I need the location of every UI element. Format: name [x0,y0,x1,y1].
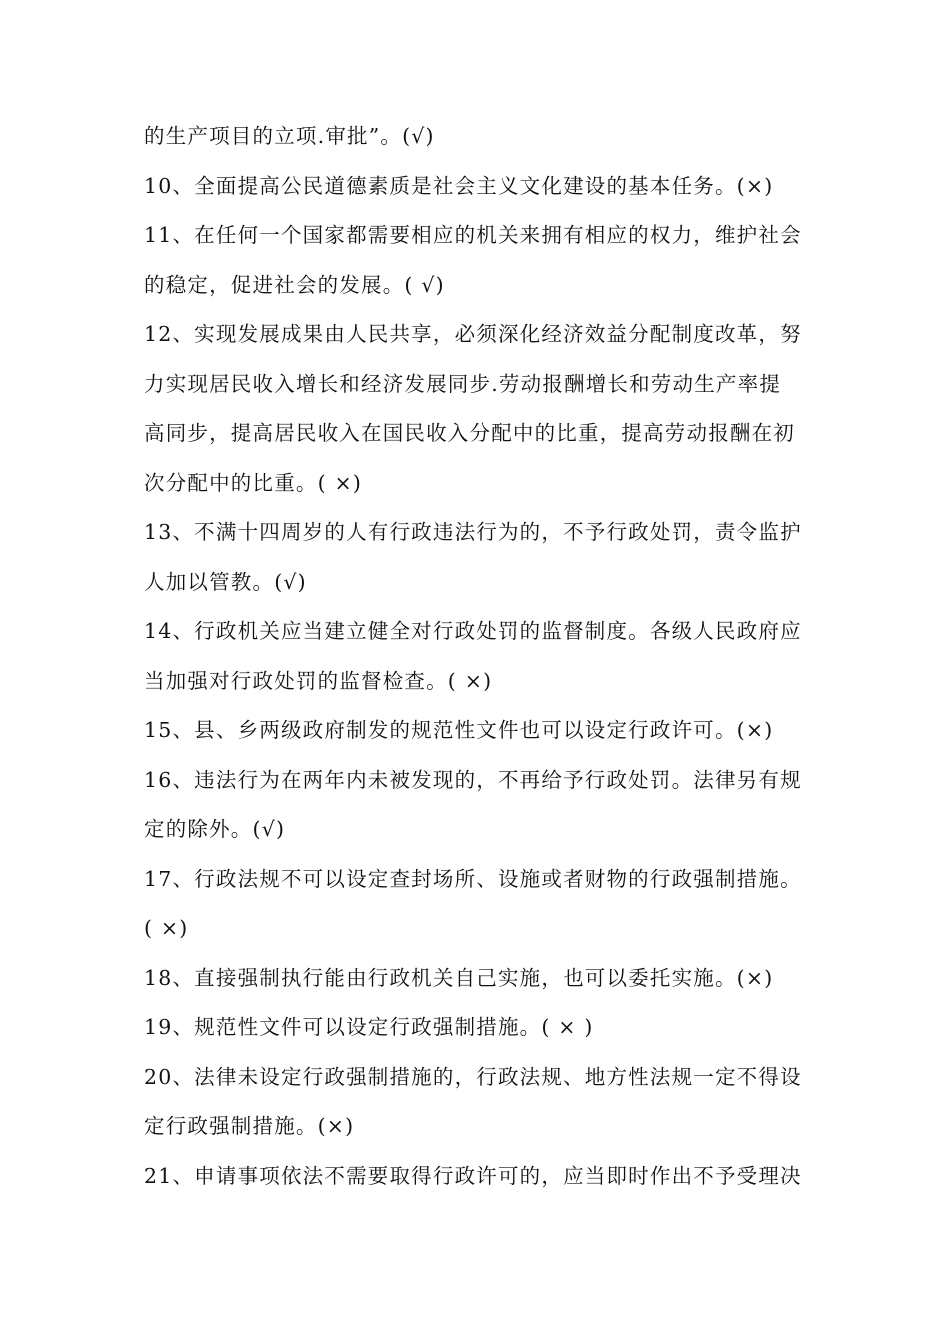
text-line: 14、行政机关应当建立健全对行政处罚的监督制度。各级人民政府应 [144,619,802,643]
text-line: 11、在任何一个国家都需要相应的机关来拥有相应的权力，维护社会 [144,223,802,247]
text-line: 定的除外。(√) [144,817,286,841]
text-line: 10、全面提高公民道德素质是社会主义文化建设的基本任务。(×) [144,173,774,198]
text-line: 16、违法行为在两年内未被发现的，不再给予行政处罚。法律另有规 [144,767,802,792]
text-line: 20、法律未设定行政强制措施的，行政法规、地方性法规一定不得设 [144,1064,802,1089]
document-body [144,112,834,1201]
text-line: 13、不满十四周岁的人有行政违法行为的，不予行政处罚，责令监护 [144,520,802,544]
text-line: 高同步，提高居民收入在国民收入分配中的比重，提高劳动报酬在初 [144,421,795,445]
text-line: 12、实现发展成果由人民共享，必须深化经济效益分配制度改革，努 [144,322,802,346]
text-line: 的生产项目的立项.审批”。(√) [144,124,435,148]
text-line: 人加以管教。(√) [144,569,307,594]
text-line: 15、县、乡两级政府制发的规范性文件也可以设定行政许可。(×) [144,718,774,742]
text-line: ( ×) [144,916,189,940]
text-line: 当加强对行政处罚的监督检查。( ×) [144,668,493,693]
text-line: 17、行政法规不可以设定查封场所、设施或者财物的行政强制措施。 [144,866,802,891]
text-line: 19、规范性文件可以设定行政强制措施。( × ) [144,1015,594,1039]
text-line: 定行政强制措施。(×) [144,1114,355,1138]
text-line: 次分配中的比重。( ×) [144,470,363,495]
text-line: 18、直接强制执行能由行政机关自己实施，也可以委托实施。(×) [144,965,774,990]
text-line: 21、申请事项依法不需要取得行政许可的，应当即时作出不予受理决 [144,1163,802,1188]
text-line: 力实现居民收入增长和经济发展同步.劳动报酬增长和劳动生产率提 [144,371,782,396]
text-line: 的稳定，促进社会的发展。( √) [144,272,445,297]
